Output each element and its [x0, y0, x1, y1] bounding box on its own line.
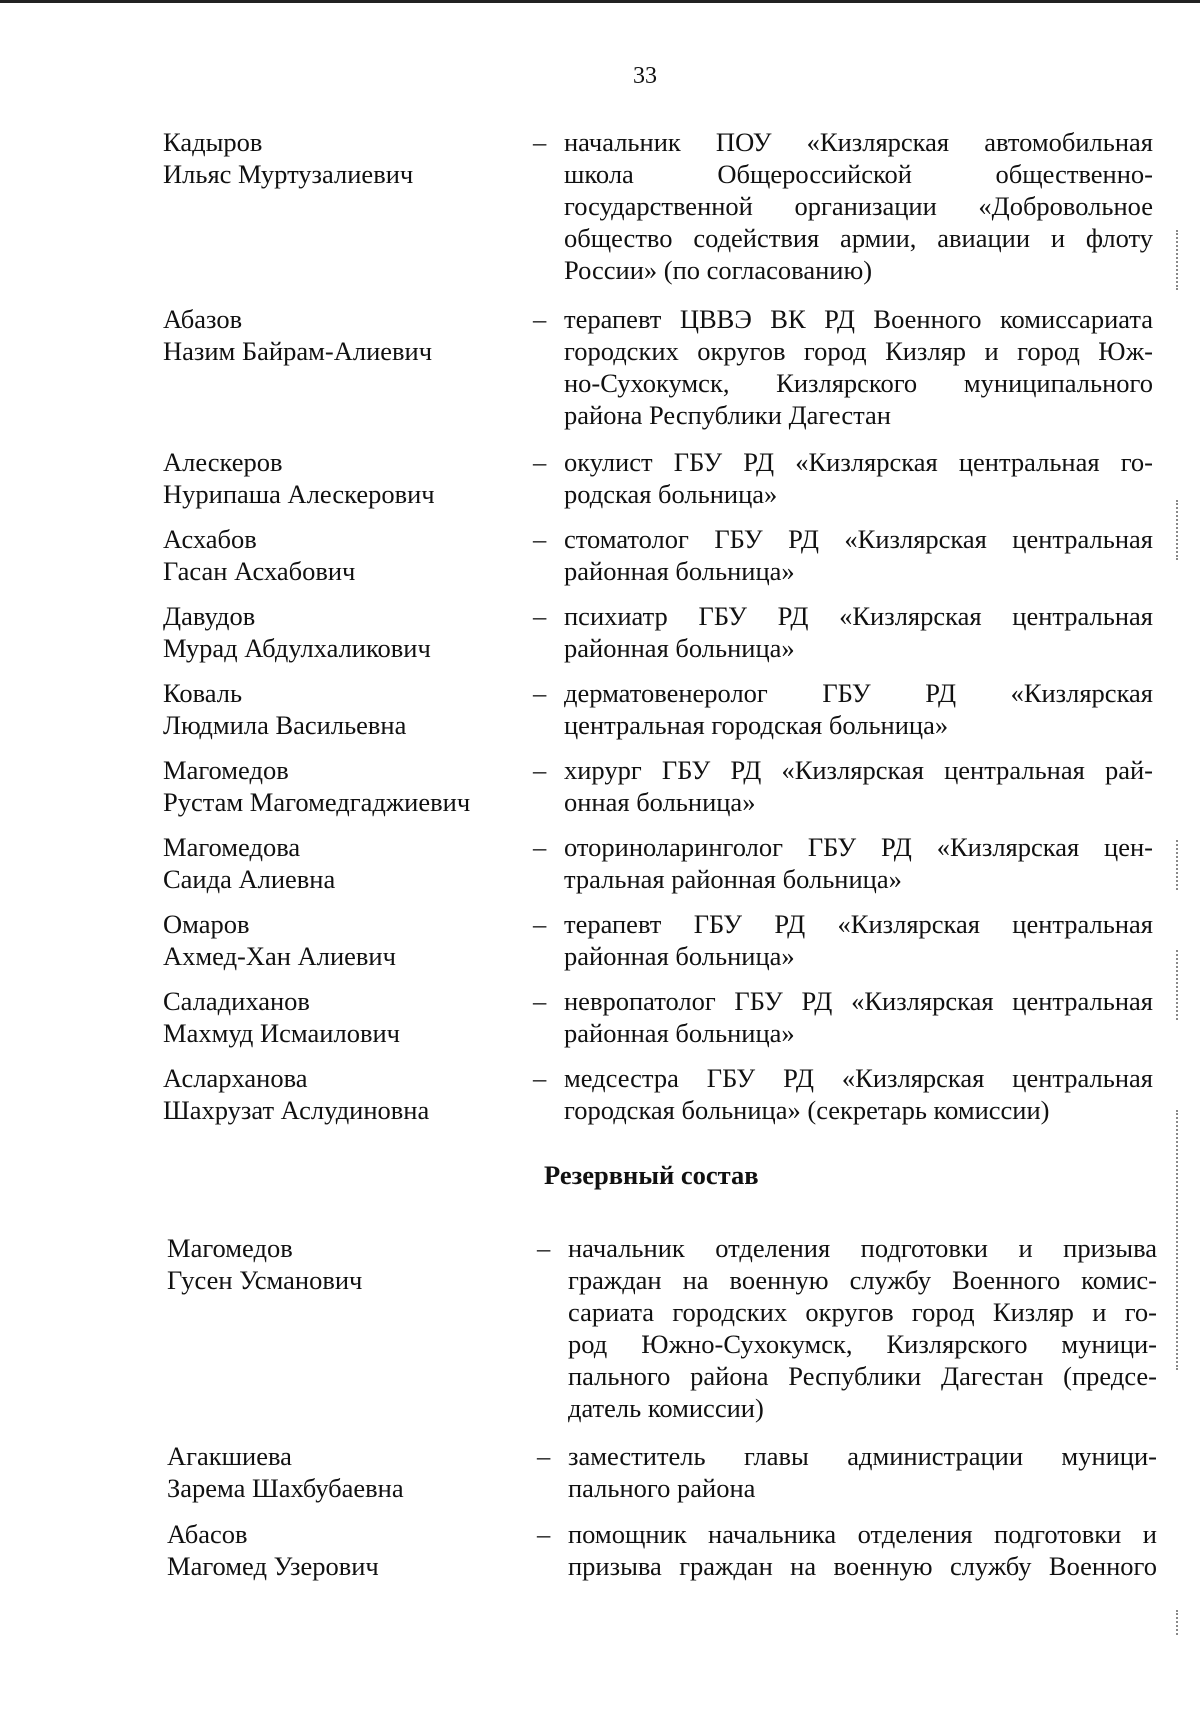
member-role	[564, 985, 1153, 1049]
member-surname: Кадыров	[163, 127, 263, 157]
member-name	[163, 677, 523, 741]
member-role	[568, 1232, 1157, 1424]
dash: –	[533, 304, 547, 334]
role-line: пального района	[568, 1473, 756, 1503]
member-given-name: Махмуд Исмаилович	[163, 1018, 400, 1048]
role-line: помощник начальника отделения подготовки и	[568, 1519, 1157, 1549]
member-surname: Абасов	[167, 1519, 248, 1549]
role-line: начальник ПОУ «Кизлярская автомобильная	[564, 127, 1153, 157]
role-line: районная больница»	[564, 1018, 795, 1048]
member-name	[163, 126, 523, 190]
role-line: начальник отделения подготовки и призыва	[568, 1233, 1157, 1263]
role-line: окулист ГБУ РД «Кизлярская центральная го-	[564, 447, 1153, 477]
member-given-name: Назим Байрам-Алиевич	[163, 336, 433, 366]
member-given-name: Людмила Васильевна	[163, 710, 407, 740]
member-given-name: Ахмед-Хан Алиевич	[163, 941, 396, 971]
scan-artifact	[1176, 500, 1180, 560]
member-name	[163, 600, 523, 664]
member-name	[163, 1062, 523, 1126]
member-name	[167, 1440, 527, 1504]
member-role	[564, 831, 1153, 895]
role-line: невропатолог ГБУ РД «Кизлярская центральная	[564, 986, 1153, 1016]
member-name	[167, 1518, 527, 1582]
member-given-name: Гусен Усманович	[167, 1265, 363, 1295]
role-line: родская больница»	[564, 479, 778, 509]
scan-artifact	[1176, 1110, 1180, 1370]
member-surname: Асхабов	[163, 524, 257, 554]
member-surname: Агакшиева	[167, 1441, 292, 1471]
member-surname: Абазов	[163, 304, 243, 334]
member-name	[163, 754, 523, 818]
role-line: граждан на военную службу Военного комис-	[568, 1265, 1157, 1295]
member-name	[163, 446, 523, 510]
member-surname: Саладиханов	[163, 986, 310, 1016]
role-line: призыва граждан на военную службу Военного	[568, 1551, 1157, 1581]
member-surname: Магомедов	[167, 1233, 293, 1263]
role-line: школа Общероссийской общественно-	[564, 159, 1153, 189]
member-role	[564, 126, 1153, 286]
role-line: общество содействия армии, авиации и флоту	[564, 223, 1153, 253]
dash: –	[533, 601, 547, 631]
role-line: онная больница»	[564, 787, 756, 817]
member-given-name: Шахрузат Аслудиновна	[163, 1095, 430, 1125]
dash: –	[537, 1519, 551, 1549]
role-line: пального района Республики Дагестан (предсе-	[568, 1361, 1157, 1391]
dash: –	[533, 755, 547, 785]
role-line: хирург ГБУ РД «Кизлярская центральная рай-	[564, 755, 1153, 785]
role-line: род Южно-Сухокумск, Кизлярского муници-	[568, 1329, 1157, 1359]
role-line: государственной организации «Добровольное	[564, 191, 1153, 221]
scan-artifact	[1176, 840, 1180, 890]
member-name	[163, 303, 523, 367]
role-line: заместитель главы администрации муници-	[568, 1441, 1157, 1471]
role-line: России» (по согласованию)	[564, 255, 873, 285]
member-given-name: Гасан Асхабович	[163, 556, 356, 586]
member-role	[564, 523, 1153, 587]
dash: –	[533, 1063, 547, 1093]
role-line: но-Сухокумск, Кизлярского муниципального	[564, 368, 1153, 398]
role-line: тральная районная больница»	[564, 864, 902, 894]
dash: –	[537, 1441, 551, 1471]
member-given-name: Саида Алиевна	[163, 864, 336, 894]
dash: –	[533, 524, 547, 554]
member-role	[568, 1518, 1157, 1582]
member-role	[564, 303, 1153, 431]
role-line: сариата городских округов город Кизляр и го-	[568, 1297, 1157, 1327]
scan-artifact	[1176, 1610, 1180, 1635]
scan-artifact	[1176, 950, 1180, 1020]
role-line: районная больница»	[564, 556, 795, 586]
dash: –	[533, 832, 547, 862]
member-role	[564, 908, 1153, 972]
role-line: центральная городская больница»	[564, 710, 949, 740]
member-role	[568, 1440, 1157, 1504]
role-line: терапевт ГБУ РД «Кизлярская центральная	[564, 909, 1153, 939]
dash: –	[533, 447, 547, 477]
member-surname: Алескеров	[163, 447, 283, 477]
role-line: оториноларинголог ГБУ РД «Кизлярская цен-	[564, 832, 1153, 862]
member-given-name: Магомед Узерович	[167, 1551, 379, 1581]
member-name	[167, 1232, 527, 1296]
role-line: районная больница»	[564, 633, 795, 663]
member-role	[564, 600, 1153, 664]
member-given-name: Нурипаша Алескерович	[163, 479, 435, 509]
member-role	[564, 754, 1153, 818]
role-line: дерматовенеролог ГБУ РД «Кизлярская	[564, 678, 1153, 708]
scan-artifact	[1176, 230, 1180, 290]
role-line: датель комиссии)	[568, 1393, 764, 1423]
section-heading-reserve: Резервный состав	[544, 1160, 759, 1190]
role-line: медсестра ГБУ РД «Кизлярская центральная	[564, 1063, 1153, 1093]
member-name	[163, 831, 523, 895]
role-line: городская больница» (секретарь комиссии)	[564, 1095, 1050, 1125]
member-surname: Коваль	[163, 678, 243, 708]
role-line: районная больница»	[564, 941, 795, 971]
member-surname: Магомедова	[163, 832, 301, 862]
member-given-name: Зарема Шахбубаевна	[167, 1473, 404, 1503]
dash: –	[533, 678, 547, 708]
role-line: терапевт ЦВВЭ ВК РД Военного комиссариата	[564, 304, 1153, 334]
member-name	[163, 908, 523, 972]
role-line: стоматолог ГБУ РД «Кизлярская центральная	[564, 524, 1153, 554]
role-line: городских округов город Кизляр и город Юж-	[564, 336, 1153, 366]
role-line: психиатр ГБУ РД «Кизлярская центральная	[564, 601, 1153, 631]
dash: –	[533, 127, 547, 157]
scan-top-edge	[0, 0, 1200, 3]
member-surname: Давудов	[163, 601, 256, 631]
member-given-name: Ильяс Муртузалиевич	[163, 159, 414, 189]
member-role	[564, 1062, 1153, 1126]
member-role	[564, 677, 1153, 741]
dash: –	[537, 1233, 551, 1263]
member-role	[564, 446, 1153, 510]
member-name	[163, 985, 523, 1049]
dash: –	[533, 909, 547, 939]
role-line: района Республики Дагестан	[564, 400, 891, 430]
page-number: 33	[633, 63, 657, 89]
member-name	[163, 523, 523, 587]
member-given-name: Мурад Абдулхаликович	[163, 633, 431, 663]
member-surname: Асларханова	[163, 1063, 308, 1093]
member-surname: Магомедов	[163, 755, 289, 785]
member-surname: Омаров	[163, 909, 250, 939]
dash: –	[533, 986, 547, 1016]
member-given-name: Рустам Магомедгаджиевич	[163, 787, 471, 817]
